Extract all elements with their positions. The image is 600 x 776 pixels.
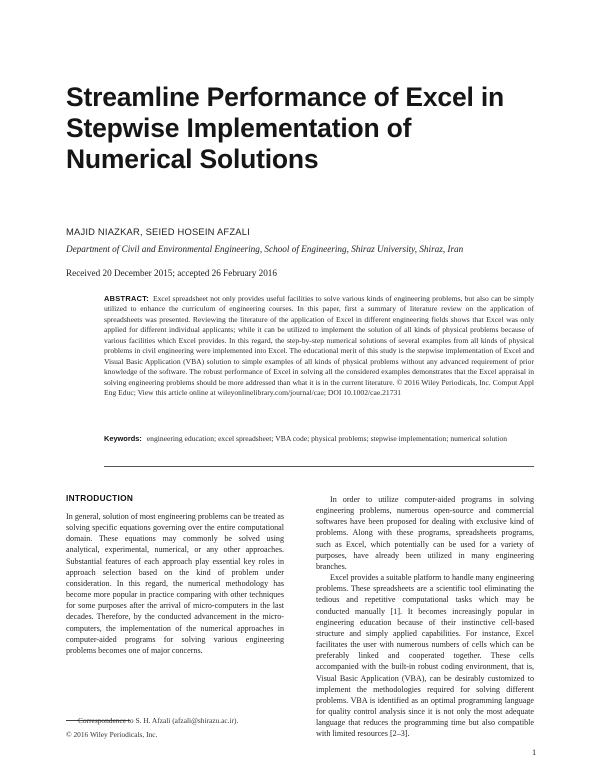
right-column bbox=[316, 494, 534, 739]
page-number: 1 bbox=[532, 748, 537, 757]
author-list: MAJID NIAZKAR, SEIED HOSEIN AFZALI bbox=[66, 226, 250, 237]
abstract-label: ABSTRACT: bbox=[104, 294, 149, 303]
abstract-text: Excel spreadsheet not only provides useful facilities to solve various kinds of engineering problems, but also can be simply utilized to enhance the curriculum of engineering courses. In this paper, first a summary of literature review on the application of spreadsheets was presented. Reviewing the literature of the application of Excel in different engineering fields shows that Excel was only applied for different individual applicants; while it can be utilized to implement the solution of all kinds of physical problems because of various facilities which Excel provides. In this regard, the step-by-step numerical solutions of several examples from all kinds of physical problems in civil engineering were implemented into Excel. The educational merit of this study is the stepwise implementation of Excel and Visual Basic Application (VBA) solution to simple examples of all kinds of physical problems without any advanced requirement of prior knowledge of the software. The robust performance of Excel in solving all the considered examples demonstrates that the Excel appraisal in solving engineering problems should be more addressed than what it is in the current literature. © 2016 Wiley Periodicals, Inc. Comput Appl Eng Educ; View this article online at wileyonlinelibrary.com/journal/cae; DOI 10.1002/cae.21731 bbox=[104, 294, 534, 398]
received-dates: Received 20 December 2015; accepted 26 February 2016 bbox=[66, 268, 277, 278]
correspondence-footnote: Correspondence to S. H. Afzali (afzali@shirazu.ac.ir). bbox=[78, 716, 239, 725]
copyright-notice: © 2016 Wiley Periodicals, Inc. bbox=[66, 730, 158, 739]
abstract-block bbox=[104, 294, 534, 399]
paragraph: In order to utilize computer-aided programs in solving engineering problems, numerous open-source and commercial softwares have been proposed for dealing with exclusive kind of problems. Along with these programs, spreadsheets programs, such as Excel, which potentially can be used for a variety of purposes, have already been utilized in many engineering branches. bbox=[316, 495, 534, 571]
abstract-divider bbox=[104, 466, 534, 467]
section-heading-introduction: INTRODUCTION bbox=[66, 493, 134, 503]
left-column bbox=[66, 511, 284, 656]
author-affiliation: Department of Civil and Environmental Engineering, School of Engineering, Shiraz University, Shiraz, Iran bbox=[66, 244, 464, 254]
keywords-label: Keywords: bbox=[104, 434, 142, 443]
keywords-text: engineering education; excel spreadsheet; VBA code; physical problems; stepwise implementation; numerical solution bbox=[146, 434, 508, 443]
paragraph: In general, solution of most engineering problems can be treated as solving specific equations governing over the entire computational domain. These equations may commonly be solved using analytical, experimental, numerical, or any other approaches. Substantial features of each approach play essential key roles in approach selection based on the kind of problem under consideration. In this regard, the numerical methodology has become more popular in practice comparing with other techniques for some purposes after the arrival of micro-computers in the last decades. Therefore, by the conducted advancement in the micro-computers, the implementation of the numerical approaches in computer-aided programs for solving various engineering problems becomes one of major concerns. bbox=[66, 512, 284, 655]
keywords-block bbox=[104, 434, 534, 444]
paragraph: Excel provides a suitable platform to handle many engineering problems. These spreadsheets are a scientific tool eliminating the tedious and repetitive computational tasks which may be conducted manually [1]. It becomes increasingly popular in engineering education because of their instinctive cell-based structure and simply applied capabilities. For instance, Excel facilitates the user with numerous numbers of cells which can be preferably linked and cooperated together. These cells accompanied with the built-in robust coding environment, that is, Visual Basic Application (VBA), can be desirably customized to implement the methodologies required for solving different problems. VBA is identified as an optimal programming language for quality control analysis since it is not only the most adequate language that reduces the programming time but also compatible with limited resources [2–3]. bbox=[316, 573, 534, 739]
paper-title: Streamline Performance of Excel in Stepwise Implementation of Numerical Solutions bbox=[66, 82, 504, 174]
